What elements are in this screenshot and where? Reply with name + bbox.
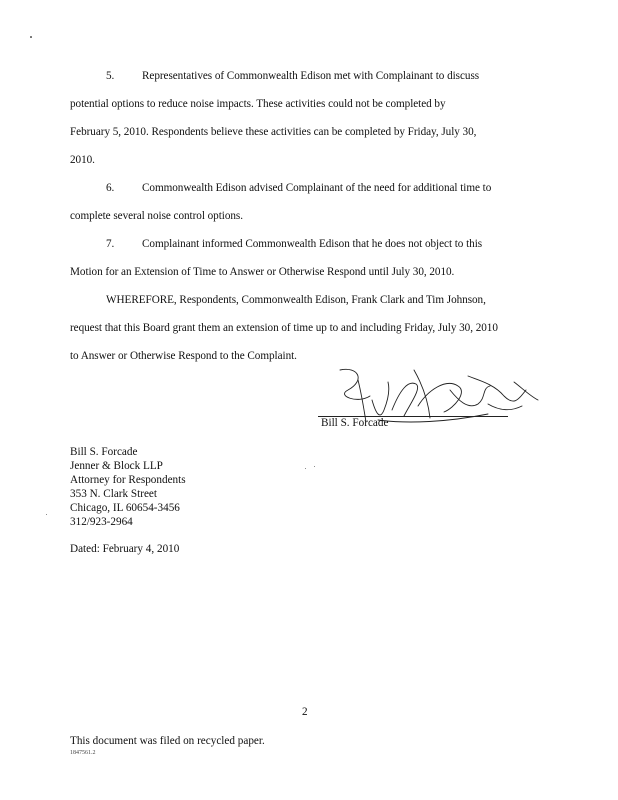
signature-name: Bill S. Forcade — [321, 417, 389, 429]
para-5-line-1: 5. Representatives of Commonwealth Edison met with Complainant to discuss — [70, 70, 479, 82]
footer-note: This document was filed on recycled paper. — [70, 735, 265, 747]
para-6-line-2: complete several noise control options. — [70, 210, 243, 222]
para-5-line-2: potential options to reduce noise impacts. These activities could not be completed by — [70, 98, 446, 110]
wherefore-line-3: to Answer or Otherwise Respond to the Complaint. — [70, 350, 297, 362]
para-6-line-1: 6. Commonwealth Edison advised Complainant of the need for additional time to — [70, 182, 491, 194]
page-number: 2 — [302, 706, 308, 718]
scan-speck — [314, 466, 315, 467]
address-street: 353 N. Clark Street — [70, 488, 157, 500]
scan-speck — [305, 468, 306, 469]
para-7-line-1: 7. Complainant informed Commonwealth Edison that he does not object to this — [70, 238, 482, 250]
scan-speck — [30, 36, 32, 38]
para-6-number: 6. — [106, 182, 115, 194]
para-5-line-3: February 5, 2010. Respondents believe these activities can be completed by Friday, July 30, — [70, 126, 477, 138]
address-firm: Jenner & Block LLP — [70, 460, 163, 472]
para-5-number: 5. — [106, 70, 115, 82]
document-id: 1847561.2 — [70, 750, 96, 756]
para-7-line-2: Motion for an Extension of Time to Answer or Otherwise Respond until July 30, 2010. — [70, 266, 455, 278]
scan-speck — [46, 514, 47, 515]
address-name: Bill S. Forcade — [70, 446, 138, 458]
para-5-line-4: 2010. — [70, 154, 95, 166]
wherefore-line-2: request that this Board grant them an extension of time up to and including Friday, July 30, 2010 — [70, 322, 498, 334]
address-role: Attorney for Respondents — [70, 474, 186, 486]
wherefore-line-1: WHEREFORE, Respondents, Commonwealth Edison, Frank Clark and Tim Johnson, — [106, 294, 486, 306]
dated-line: Dated: February 4, 2010 — [70, 543, 180, 555]
para-7-number: 7. — [106, 238, 115, 250]
address-phone: 312/923-2964 — [70, 516, 133, 528]
address-city: Chicago, IL 60654-3456 — [70, 502, 180, 514]
